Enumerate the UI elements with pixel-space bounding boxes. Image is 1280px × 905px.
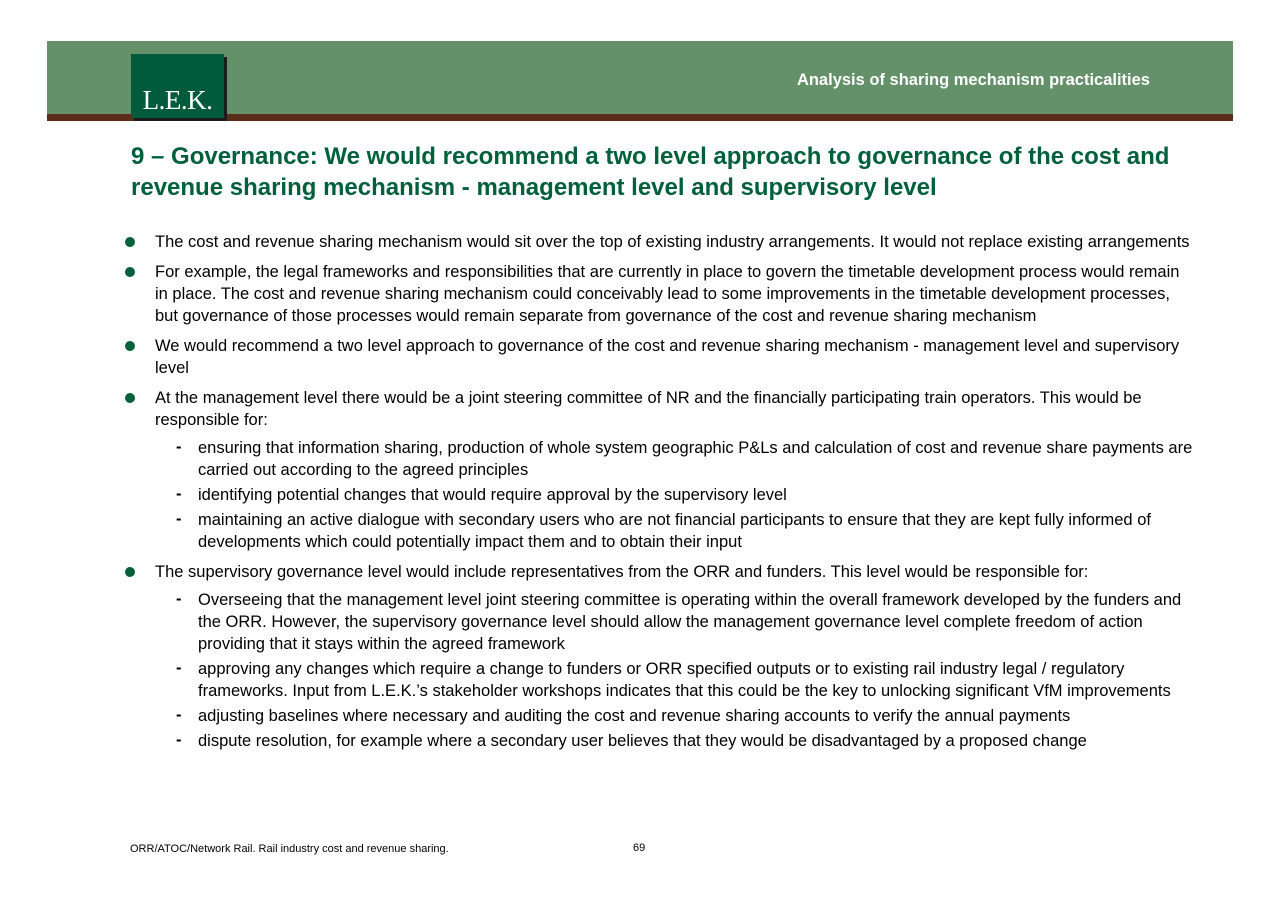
bullet-text: We would recommend a two level approach to governance of the cost and revenue sharing mechanism - management level and supervisory level [155, 337, 1180, 377]
footer-source: ORR/ATOC/Network Rail. Rail industry cost and revenue sharing. [130, 843, 449, 855]
section-title: Analysis of sharing mechanism practicalities [796, 71, 1150, 89]
dash-icon: - [176, 731, 182, 749]
sub-bullet-text: Overseeing that the management level joint steering committee is operating within the overall framework developed by the funders and the ORR. However, the supervisory governance level should allow the management governance level complete freedom of action providing that it stays within the agreed framework [198, 591, 1182, 653]
bullet-dot-icon [125, 267, 135, 277]
bullet-dot-icon [125, 341, 135, 351]
bullet-item [0, 261, 1280, 327]
bullet-item [0, 561, 1280, 752]
bullet-item [0, 387, 1280, 553]
dash-icon: - [176, 590, 182, 608]
dash-icon: - [176, 485, 182, 503]
dash-icon: - [176, 438, 182, 456]
sub-bullet-text: dispute resolution, for example where a secondary user believes that they would be disadvantaged by a proposed change [198, 732, 1087, 750]
page-number: 69 [633, 842, 646, 854]
bullet-text: The cost and revenue sharing mechanism would sit over the top of existing industry arrangements. It would not replace existing arrangements [155, 233, 1190, 251]
sub-bullet-item [155, 437, 1195, 481]
bullet-text: For example, the legal frameworks and responsibilities that are currently in place to govern the timetable development process would remain in place. The cost and revenue sharing mechanism could conceivably lead to some improvements in the timetable development processes, but governance of those processes would remain separate from governance of the cost and revenue sharing mechanism [155, 263, 1180, 325]
bullet-item [0, 231, 1280, 253]
bullet-text: The supervisory governance level would include representatives from the ORR and funders. This level would be responsible for: [155, 563, 1089, 581]
sub-bullet-item [155, 509, 1195, 553]
sub-bullet-text: approving any changes which require a change to funders or ORR specified outputs or to existing rail industry legal / regulatory frameworks. Input from L.E.K.’s stakeholder workshops indicates that this could be the key to unlocking significant VfM improvements [198, 660, 1171, 700]
bullet-item [0, 335, 1280, 379]
lek-logo: L.E.K. [131, 54, 224, 118]
sub-bullet-list [155, 589, 1195, 752]
sub-bullet-text: maintaining an active dialogue with secondary users who are not financial participants to ensure that they are kept fully informed of developments which could potentially impact them and to obtain their input [198, 511, 1151, 551]
sub-bullet-item [155, 658, 1195, 702]
sub-bullet-item [155, 484, 1195, 506]
bullet-dot-icon [125, 237, 135, 247]
sub-bullet-list [155, 437, 1195, 553]
dash-icon: - [176, 706, 182, 724]
sub-bullet-text: identifying potential changes that would require approval by the supervisory level [198, 486, 787, 504]
sub-bullet-item [155, 589, 1195, 655]
slide-title: 9 – Governance: We would recommend a two level approach to governance of the cost and revenue sharing mechanism - management level and supervisory level [131, 143, 1170, 201]
bullet-dot-icon [125, 567, 135, 577]
bullet-list [0, 231, 1280, 760]
bullet-text: At the management level there would be a joint steering committee of NR and the financially participating train operators. This would be responsible for: [155, 389, 1142, 429]
dash-icon: - [176, 510, 182, 528]
sub-bullet-text: adjusting baselines where necessary and auditing the cost and revenue sharing accounts to verify the annual payments [198, 707, 1071, 725]
sub-bullet-item [155, 705, 1195, 727]
dash-icon: - [176, 659, 182, 677]
sub-bullet-item [155, 730, 1195, 752]
bullet-dot-icon [125, 393, 135, 403]
sub-bullet-text: ensuring that information sharing, production of whole system geographic P&Ls and calculation of cost and revenue share payments are carried out according to the agreed principles [198, 439, 1193, 479]
